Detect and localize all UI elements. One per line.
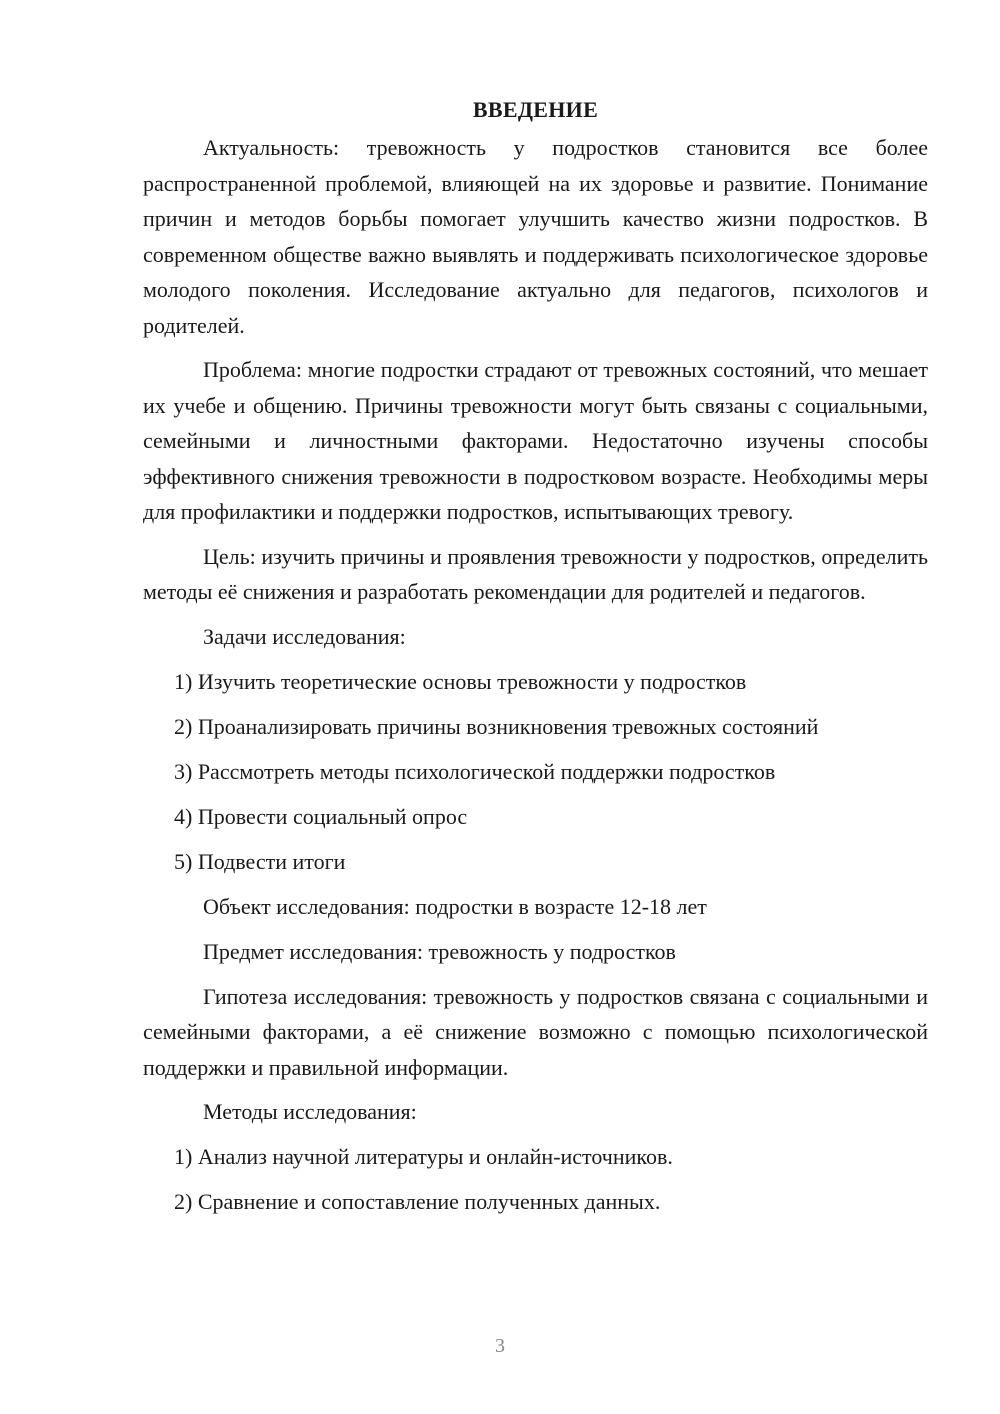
object-line: Объект исследования: подростки в возрасте 12-18 лет (203, 893, 707, 919)
subject-line: Предмет исследования: тревожность у подростков (203, 938, 676, 964)
list-item: 2) Проанализировать причины возникновения тревожных состояний (174, 713, 819, 739)
list-item: 1) Анализ научной литературы и онлайн-источников. (174, 1144, 673, 1169)
goal-paragraph: Цель: изучить причины и проявления тревожности у подростков, определить методы её снижения и разработать рекомендации для родителей и педагогов. (143, 543, 928, 604)
list-item: 1) Изучить теоретические основы тревожности у подростков (174, 668, 747, 694)
relevance-paragraph: Актуальность: тревожность у подростков становится все более распространенной проблемой, влияющей на их здоровье и развитие. Понимание причин и методов борьбы помогает улучшить качество жизни подростков. В современном обществе важно выявлять и поддерживать психологическое здоровье молодого поколения. Исследование актуально для педагогов, психологов и родителей. (143, 135, 928, 338)
hypothesis-paragraph: Гипотеза исследования: тревожность у подростков связана с социальными и семейными факторами, а её снижение возможно с помощью психологической поддержки и правильной информации. (143, 983, 928, 1080)
tasks-heading: Задачи исследования: (203, 623, 406, 649)
tasks-list (143, 664, 928, 880)
list-item: 2) Сравнение и сопоставление полученных данных. (174, 1189, 661, 1214)
page-title: ВВЕДЕНИЕ (472, 97, 599, 122)
methods-list (143, 1139, 928, 1220)
list-item: 5) Подвести итоги (174, 848, 346, 874)
methods-heading: Методы исследования: (203, 1099, 417, 1124)
document-page (143, 92, 928, 1229)
list-item: 3) Рассмотреть методы психологической поддержки подростков (174, 758, 776, 784)
problem-paragraph: Проблема: многие подростки страдают от тревожных состояний, что мешает их учебе и общению. Причины тревожности могут быть связаны с социальными, семейными и личностными факторами. Недостаточно изучены способы эффективного снижения тревожности в подростковом возрасте. Необходимы меры для профилактики и поддержки подростков, испытывающих тревогу. (143, 357, 928, 524)
list-item: 4) Провести социальный опрос (174, 803, 468, 829)
page-number: 3 (495, 1335, 505, 1357)
